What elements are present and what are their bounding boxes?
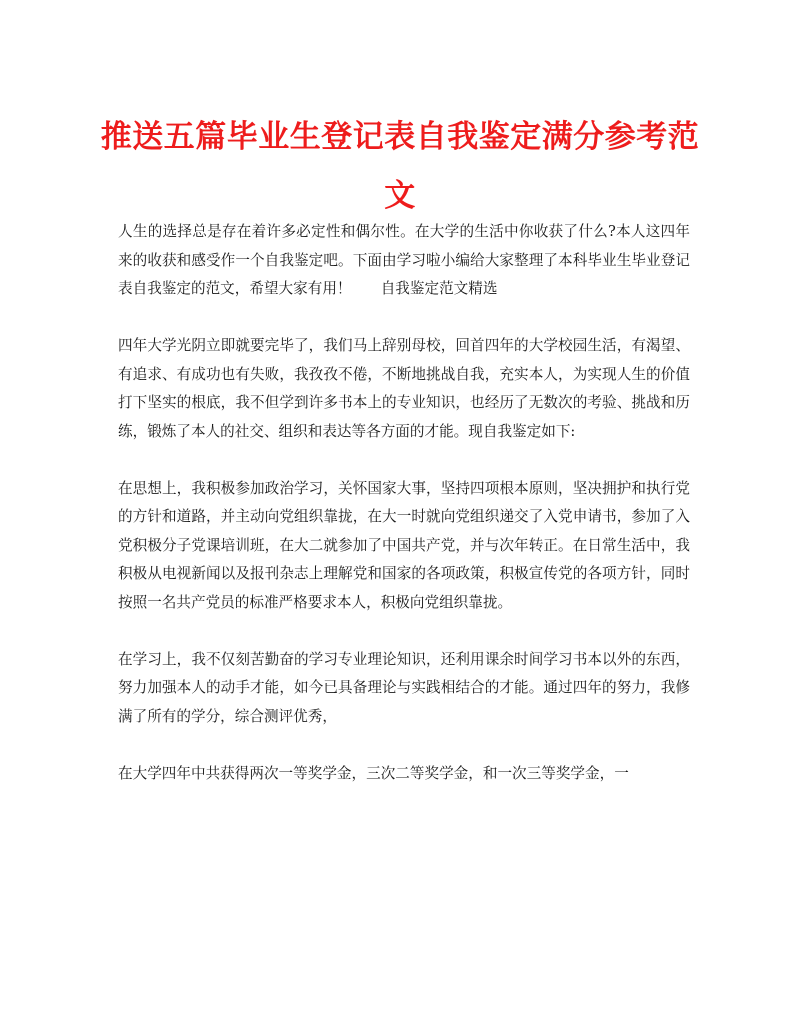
- paragraph-summary: 四年大学光阴立即就要完毕了，我们马上辞别母校，回首四年的大学校园生活，有渴望、有追求、有成功也有失败，我孜孜不倦，不断地挑战自我，充实本人，为实现人生的价值打下坚实的根底，我不但学到许多书本上的专业知识，也经历了无数次的考验、挑战和历练，锻炼了本人的社交、组织和表达等各方面的才能。现自我鉴定如下:: [118, 337, 690, 440]
- paragraph-intro: 人生的选择总是存在着许多必定性和偶尔性。在大学的生活中你收获了什么?本人这四年来的收获和感受作一个自我鉴定吧。下面由学习啦小编给大家整理了本科毕业生毕业登记表自我鉴定的范文，希望大家有用！ 自我鉴定范文精选: [118, 223, 690, 297]
- document-body: [118, 218, 690, 817]
- document-title: 推送五篇毕业生登记表自我鉴定满分参考范文: [100, 119, 700, 214]
- paragraph-ideology: 在思想上，我积极参加政治学习，关怀国家大事，坚持四项根本原则，坚决拥护和执行党的方针和道路，并主动向党组织靠拢，在大一时就向党组织递交了入党申请书，参加了入党积极分子党课培训班，在大二就参加了中国共产党，并与次年转正。在日常生活中，我积极从电视新闻以及报刊杂志上理解党和国家的各项政策，积极宣传党的各项方针，同时按照一名共产党员的标准严格要求本人，积极向党组织靠拢。: [118, 479, 690, 611]
- paragraph-study: 在学习上，我不仅刻苦勤奋的学习专业理论知识，还利用课余时间学习书本以外的东西，努力加强本人的动手才能，如今已具备理论与实践相结合的才能。通过四年的努力，我修满了所有的学分，综合测评优秀，: [118, 650, 690, 725]
- paragraph-scholarship: 在大学四年中共获得两次一等奖学金，三次二等奖学金，和一次三等奖学金，一: [118, 764, 629, 782]
